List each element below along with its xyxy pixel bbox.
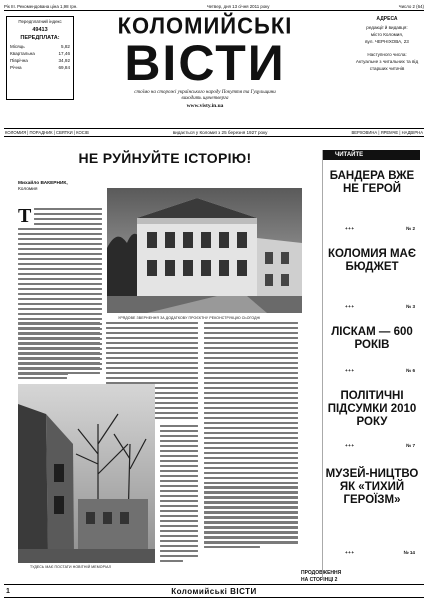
article-text-column: [204, 322, 298, 551]
subscription-index-label: Передплатний індекс: [18, 19, 62, 24]
page-number: 1: [6, 587, 10, 595]
issue-price: Рік III. Рекомендована ціна 1,98 грн.: [4, 3, 78, 9]
article-text-column: [18, 322, 100, 382]
teaser-title[interactable]: ПОЛІТИЧНІ ПІДСУМКИ 2010 РОКУ: [327, 390, 417, 428]
read-header: ЧИТАЙТЕ: [323, 150, 420, 160]
photo-caption: ТУДЕСЬ МАЄ ПОСТАТИ НОВІТНІЙ МЕМОРІАЛ: [30, 565, 111, 569]
subscription-row: Річна 69,84: [10, 64, 70, 70]
founded-note: видається у Коломиї з 25 березня 1927 року: [172, 130, 268, 135]
teaser-title[interactable]: КОЛОМИЯ МАЄ БЮДЖЕТ: [327, 248, 417, 273]
article-text-column: [34, 208, 102, 228]
subscription-row: Піврічна 34,92: [10, 57, 70, 63]
teaser-title[interactable]: ЛІСКАМ — 600 РОКІВ: [331, 326, 413, 351]
subscription-row: Квартальна 17,46: [10, 51, 70, 56]
rubrics-right: ВЕРХОВИНА | ЯРЕМЧЕ | НАДВІРНА: [351, 130, 423, 135]
article-photo-building: [107, 188, 302, 313]
masthead: [4, 12, 424, 118]
subscription-row: Місяць 5,82: [10, 44, 70, 50]
dropcap: Т: [18, 205, 32, 227]
photo-caption: УРЯДОВЕ ЗВЕРНЕННЯ ЗА ДОДАТКОВУ ПРОЄКТНУ РЕКОНСТРУКЦІЮ СЬОГОДНІ: [118, 316, 261, 320]
continued-note: ПРОДОВЖЕННЯ НА СТОРІНЦІ 2: [301, 570, 342, 583]
article-photo-ruin: [18, 384, 155, 563]
page-footer: [4, 584, 424, 598]
main-headline: НЕ РУЙНУЙТЕ ІСТОРІЮ!: [78, 150, 252, 166]
read-column: ЧИТАЙТЕ БАНДЕРА ВЖЕ НЕ ГЕРОЙ +++ № 2 КОЛОМИЯ МАЄ БЮДЖЕТ +++ № 3 ЛІСКАМ — 600 РОКІВ +++ № 6 ПОЛІТИЧНІ ПІДСУМКИ 2010 РОКУ +++ № 7 МУЗЕЙ-НИЦТВО ЯК «ТИХИЙ ГЕРОЇЗМ» +++ № 14: [322, 150, 420, 580]
address-box: АДРЕСА редакції й видавця: місто Коломия, вул. ЧЕРНІХОВА, 23 Наступного числа: Актуальне з читальних та від старших читачів: [352, 16, 422, 100]
title-bottom: ВІСТИ: [124, 35, 286, 91]
article-author: Михайло ВАКЕРНИК, Коломия: [18, 181, 68, 193]
address-heading: АДРЕСА: [376, 16, 398, 22]
website-link[interactable]: www.visty.in.ua: [186, 103, 224, 109]
top-strip: [4, 2, 424, 11]
teaser-title[interactable]: МУЗЕЙ-НИЦТВО ЯК «ТИХИЙ ГЕРОЇЗМ»: [325, 468, 419, 506]
newspaper-title: [82, 14, 328, 109]
issue-number: Число 2 (64): [398, 3, 424, 9]
issue-date: Четвер, дня 13 січня 2011 року: [206, 3, 270, 9]
slogan: стоїмо на сторожі українського народу Покуття та Гуцульщини виходить щочетверга: [134, 90, 276, 101]
subscription-box: [6, 16, 74, 100]
rubric-bar: [4, 128, 424, 137]
rubrics-left: КОЛОМИЯ | ПОРАДНИК | СВЯТКИ | КОСІВ: [5, 130, 89, 135]
subscription-heading: ПЕРЕДПЛАТА:: [20, 34, 60, 41]
teaser-title[interactable]: БАНДЕРА ВЖЕ НЕ ГЕРОЙ: [329, 170, 415, 195]
article-text-column: [160, 425, 198, 565]
footer-title: Коломийські ВІСТИ: [171, 586, 257, 596]
title-top: КОЛОМИЙСЬКІ: [117, 12, 293, 39]
subscription-index: 49413: [32, 26, 48, 33]
